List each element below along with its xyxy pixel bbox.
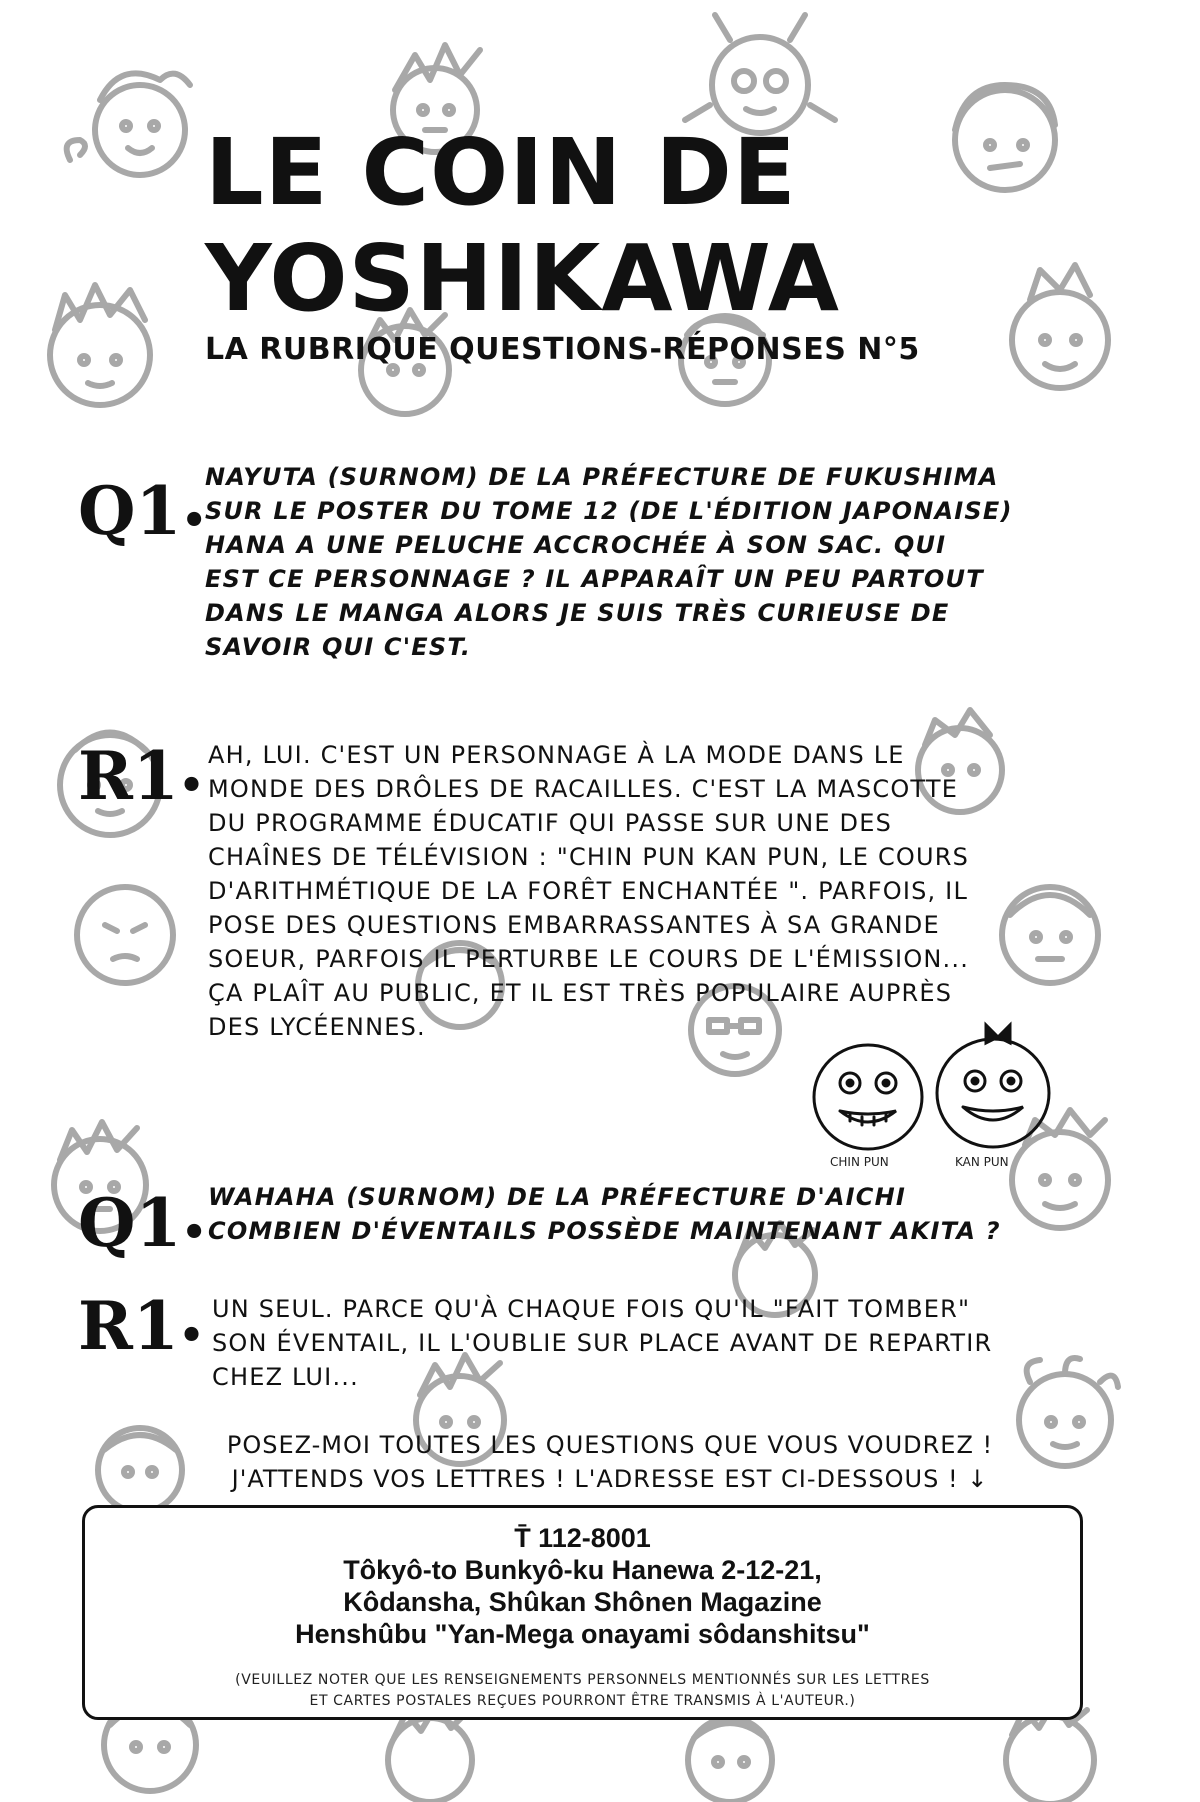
answer-label-text: R1 [78, 737, 179, 815]
question-line: HANA A UNE PELUCHE ACCROCHÉE À SON SAC. QUI [205, 531, 947, 559]
question-label: Q1• [78, 472, 207, 550]
character-label: CHIN PUN [830, 1155, 889, 1169]
address-line: Henshûbu "Yan-Mega onayami sôdanshitsu" [295, 1619, 870, 1649]
answer-text [212, 1292, 992, 1394]
address-note-line: ET CARTES POSTALES REÇUES POURRONT ÊTRE TRANSMIS À L'AUTEUR.) [309, 1693, 856, 1709]
answer-line: DU PROGRAMME ÉDUCATIF QUI PASSE SUR UNE DES [208, 809, 893, 837]
page-title [205, 120, 840, 332]
doodle-face-icon [67, 73, 190, 175]
doodle-face-icon [1012, 265, 1108, 388]
doodle-face-icon [955, 85, 1055, 190]
answer-line: ÇA PLAÎT AU PUBLIC, ET IL EST TRÈS POPULAIRE AUPRÈS [208, 979, 953, 1007]
address-line: Tôkyô-to Bunkyô-ku Hanewa 2-12-21, [343, 1555, 822, 1585]
answer-line: DES LYCÉENNES. [208, 1013, 426, 1041]
doodle-face-icon [50, 285, 150, 405]
address-note-line: (VEUILLEZ NOTER QUE LES RENSEIGNEMENTS PERSONNELS MENTIONNÉS SUR LES LETTRES [235, 1672, 930, 1688]
answer-line: UN SEUL. PARCE QU'À CHAQUE FOIS QU'IL "FAIT TOMBER" [212, 1295, 971, 1323]
doodle-face-icon [77, 887, 173, 983]
answer-line: MONDE DES DRÔLES DE RACAILLES. C'EST LA MASCOTTE [208, 775, 959, 803]
question-label-text: Q1 [78, 472, 182, 550]
answer-line: POSE DES QUESTIONS EMBARRASSANTES À SA GRANDE [208, 911, 940, 939]
answer-line: CHEZ LUI... [212, 1363, 359, 1391]
question-label-text: Q1 [78, 1184, 182, 1262]
answer-line: SON ÉVENTAIL, IL L'OUBLIE SUR PLACE AVANT DE REPARTIR [212, 1329, 993, 1357]
title-line: YOSHIKAWA [205, 225, 840, 332]
answer-line: D'ARITHMÉTIQUE DE LA FORÊT ENCHANTÉE ". PARFOIS, IL [208, 877, 969, 905]
question-line: SAVOIR QUI C'EST. [205, 633, 472, 661]
title-line: LE COIN DE [205, 119, 797, 226]
question-text [205, 460, 1013, 664]
doodle-face-icon [1012, 1110, 1108, 1228]
answer-line: CHAÎNES DE TÉLÉVISION : "CHIN PUN KAN PUN, LE COURS [208, 843, 970, 871]
address-note [105, 1670, 1060, 1712]
answer-line: AH, LUI. C'EST UN PERSONNAGE À LA MODE DANS LE [208, 741, 905, 769]
answer-label: R1• [78, 1287, 205, 1365]
question-line: COMBIEN D'ÉVENTAILS POSSÈDE MAINTENANT AKITA ? [208, 1217, 1001, 1245]
answer-text [208, 738, 969, 1044]
question-line: NAYUTA (SURNOM) DE LA PRÉFECTURE DE FUKUSHIMA [205, 463, 999, 491]
closing-line: J'ATTENDS VOS LETTRES ! L'ADRESSE EST CI-DESSOUS ! ↓ [231, 1465, 989, 1493]
question-line: EST CE PERSONNAGE ? IL APPARAÎT UN PEU PARTOUT [205, 565, 984, 593]
question-line: WAHAHA (SURNOM) DE LA PRÉFECTURE D'AICHI [208, 1183, 907, 1211]
chin-pun-drawing [814, 1045, 922, 1149]
character-label: KAN PUN [955, 1155, 1009, 1169]
address-line: Kôdansha, Shûkan Shônen Magazine [343, 1587, 822, 1617]
doodle-face-icon [685, 15, 835, 133]
answer-label-text: R1 [78, 1287, 179, 1365]
answer-label: R1• [78, 737, 205, 815]
doodle-face-icon [388, 1706, 472, 1802]
question-label: Q1• [78, 1184, 207, 1262]
question-line: DANS LE MANGA ALORS JE SUIS TRÈS CURIEUSE DE [205, 599, 950, 627]
page-subtitle: LA RUBRIQUE QUESTIONS-RÉPONSES N°5 [205, 332, 920, 367]
question-line: SUR LE POSTER DU TOME 12 (DE L'ÉDITION JAPONAISE) [205, 497, 1013, 525]
answer-line: SOEUR, PARFOIS IL PERTURBE LE COURS DE L'ÉMISSION... [208, 945, 970, 973]
address-postal-code: T̄ 112-8001 [514, 1523, 651, 1553]
closing-text [150, 1428, 1070, 1496]
doodle-face-icon [1002, 887, 1098, 983]
doodle-face-icon [688, 1718, 772, 1802]
question-text [208, 1180, 1001, 1248]
address-box [82, 1505, 1083, 1720]
closing-line: POSEZ-MOI TOUTES LES QUESTIONS QUE VOUS VOUDREZ ! [226, 1431, 994, 1459]
address-lines [85, 1522, 1080, 1650]
